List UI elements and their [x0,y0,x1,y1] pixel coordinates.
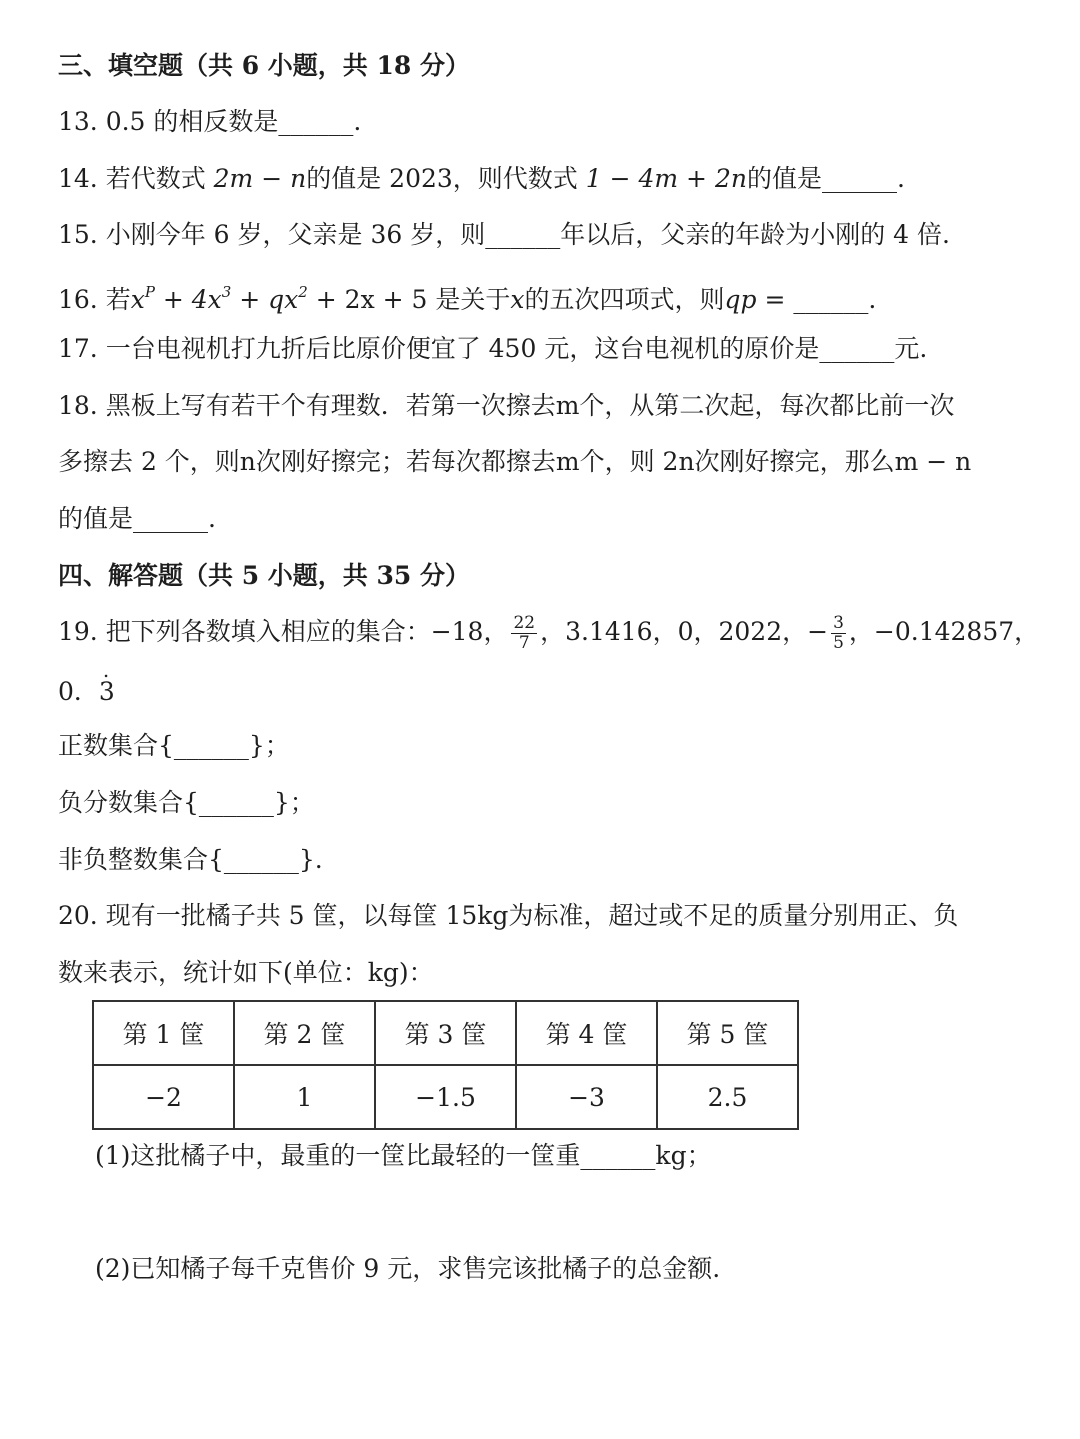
table-cell: 2.5 [657,1065,798,1129]
q16-base1: x [130,285,145,314]
table-header-cell: 第 5 筐 [657,1001,798,1065]
fraction-22-7 [511,614,537,653]
q19-suffix: ，−0.142857， [848,617,1040,646]
fraction-numerator: 22 [513,613,536,633]
table-row [93,1065,798,1129]
fraction-numerator: 3 [833,613,844,633]
question-20-part-2: (2)已知橘子每千克售价 9 元，求售完该批橘子的总金额. [95,1254,721,1283]
q16-part2: + 4x [154,285,222,314]
question-19-line-1 [58,612,1039,653]
question-17: 17. 一台电视机打九折后比原价便宜了 450 元，这台电视机的原价是______元. [58,334,928,363]
table-header-cell: 第 1 筐 [93,1001,234,1065]
q16-qp: qp [724,285,757,314]
q16-prefix: 16. 若 [58,285,131,314]
q16-part4: + 2x + 5 是关于 [307,285,511,314]
q14-mid: 的值是 2023，则代数式 [306,164,586,193]
question-19-line-2 [58,672,115,712]
question-20-line-2: 数来表示，统计如下(单位：kg)： [58,958,434,987]
positive-number-set: 正数集合{______}； [58,731,290,760]
question-14 [58,159,905,199]
fraction-3-5 [831,614,846,653]
q14-expr1: 2m − n [213,164,307,193]
table-header-cell: 第 4 筐 [516,1001,657,1065]
question-18-line-3: 的值是______. [58,504,216,533]
table-header-row [93,1001,798,1065]
q16-exp1: P [144,283,155,301]
fraction-denominator: 5 [833,633,844,653]
question-20-part-1: (1)这批橘子中，最重的一筐比最轻的一筐重______kg； [95,1141,712,1170]
question-18-line-2: 多擦去 2 个，则n次刚好擦完；若每次都擦去m个，则 2n次刚好擦完，那么m − n [58,447,972,476]
non-negative-integer-set: 非负整数集合{______}. [58,845,323,874]
question-18-line-1: 18. 黑板上写有若干个有理数．若第一次擦去m个，从第二次起，每次都比前一次 [58,391,955,420]
q19-mid: ，3.1416，0，2022，− [540,617,829,646]
repeating-decimal-digit: . 3 [99,672,115,712]
section-4-heading: 四、解答题（共 5 小题，共 35 分） [58,561,471,590]
fraction-denominator: 7 [518,633,530,653]
q16-suffix: = ______. [756,285,877,314]
negative-fraction-set: 负分数集合{______}； [58,788,315,817]
q14-expr2: 1 − 4m + 2n [585,164,747,193]
q16-part3: + qx [231,285,299,314]
q16-exp2: 3 [221,283,232,301]
table-cell: −1.5 [375,1065,516,1129]
q19-prefix: 19. 把下列各数填入相应的集合：−18， [58,617,509,646]
q14-prefix: 14. 若代数式 [58,164,214,193]
q16-part5: 的五次四项式，则 [524,285,725,314]
question-16 [58,272,876,320]
basket-weight-table [92,1000,799,1130]
table-header-cell: 第 3 筐 [375,1001,516,1065]
table-header-cell: 第 2 筐 [234,1001,375,1065]
question-15: 15. 小刚今年 6 岁，父亲是 36 岁，则______年以后，父亲的年龄为小刚的 4 倍. [58,220,950,249]
table-cell: −3 [516,1065,657,1129]
q14-suffix: 的值是______. [746,164,905,193]
q16-exp3: 2 [298,283,308,301]
table-cell: 1 [234,1065,375,1129]
question-13: 13. 0.5 的相反数是______. [58,107,362,136]
section-3-heading: 三、填空题（共 6 小题，共 18 分） [58,51,471,80]
question-20-line-1: 20. 现有一批橘子共 5 筐，以每筐 15kg为标准，超过或不足的质量分别用正、负 [58,901,959,930]
q19-line2-a: 0． [58,677,99,706]
table-cell: −2 [93,1065,234,1129]
q16-var: x [510,285,525,314]
